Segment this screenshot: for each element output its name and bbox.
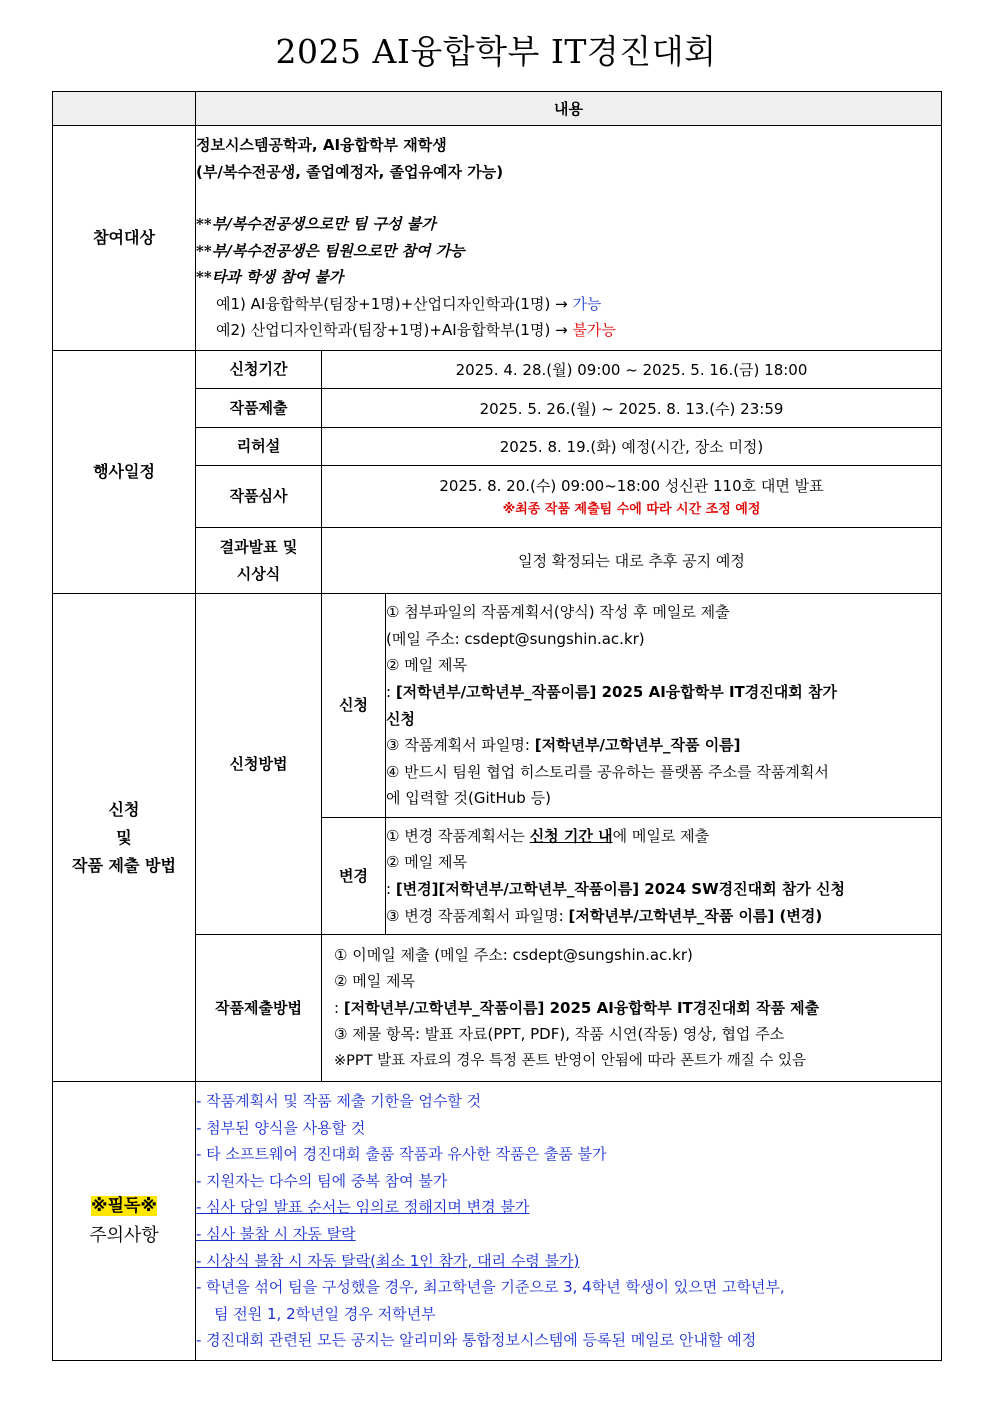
header-content-label: 내용 [196,92,942,126]
caution-content [196,1082,942,1361]
apply-line2: (메일 주소: csdept@sungshin.ac.kr) [386,629,645,648]
submit-content [322,935,942,1082]
caution-item: - 타 소프트웨어 경진대회 출품 작품과 유사한 작품은 출품 불가 [196,1145,607,1164]
caution-item: - 시상식 불참 시 자동 탈락(최소 1인 참가, 대리 수령 불가) [196,1251,580,1270]
apply-email-subject: [저학년부/고학년부_작품이름] 2025 AI융합학부 IT경진대회 참가 [395,682,837,701]
schedule-row-label: 작품제출 [196,389,322,428]
change-line1 [386,823,941,850]
schedule-row-label: 작품심사 [196,466,322,528]
apply-filename: [저학년부/고학년부_작품 이름] [534,736,741,755]
judging-note: ※최종 작품 제출팀 수에 따라 시간 조정 예정 [502,501,761,517]
submit-line1: ① 이메일 제출 (메일 주소: csdept@sungshin.ac.kr) [334,945,693,964]
change-filename: [저학년부/고학년부_작품 이름] (변경) [568,906,823,925]
method-label-line2: 및 [116,827,132,847]
apply-method-label: 신청방법 [196,594,322,935]
change-line4 [386,903,941,930]
caution-label-cell [53,1082,196,1361]
must-read-badge: ※필독※ [91,1196,157,1216]
apply-sublabel: 신청 [322,594,386,818]
eligibility-line1: 정보시스템공학과, AI융합학부 재학생 [196,135,447,154]
change-line2: ② 메일 제목 [386,853,467,872]
submit-line5: ※PPT 발표 자료의 경우 특정 폰트 반영이 안됨에 따라 폰트가 깨질 수 있음 [334,1052,806,1069]
submit-line3-prefix: : [334,998,344,1017]
method-label-cell [53,594,196,1082]
apply-line3: ② 메일 제목 [386,656,467,675]
apply-line7: ④ 반드시 팀원 협업 히스토리를 공유하는 플랫폼 주소를 작품계획서 [386,762,829,781]
caution-item: - 심사 당일 발표 순서는 임의로 정해지며 변경 불가 [196,1198,530,1217]
submit-line4: ③ 제물 항목: 발표 자료(PPT, PDF), 작품 시연(작동) 영상, 협업 주소 [334,1025,785,1044]
schedule-row-value-cell [322,466,942,528]
eligibility-label: 참여대상 [53,126,196,351]
apply-line6 [386,732,927,759]
change-line4-prefix: ③ 변경 작품계획서 파일명: [386,906,569,925]
caution-item: - 학년을 섞어 팀을 구성했을 경우, 최고학년을 기준으로 3, 4학년 학생이 있으면 고학년부, [196,1278,785,1297]
apply-content [386,594,942,818]
eligibility-content [196,126,942,351]
schedule-row-apply-period [53,351,942,389]
table-header-row [53,92,942,126]
caution-item-continued: 팀 전원 1, 2학년일 경우 저학년부 [214,1304,436,1323]
submit-line2: ② 메일 제목 [334,972,415,991]
apply-line8: 에 입력할 것(GitHub 등) [386,789,551,808]
example1-text: 예1) AI융합학부(팀장+1명)+산업디자인학과(1명) → [216,294,573,313]
document-title: 2025 AI융합학부 IT경진대회 [275,32,717,71]
schedule-row-value: 2025. 4. 28.(월) 09:00 ~ 2025. 5. 16.(금) 18:00 [322,351,942,389]
caution-item: - 지원자는 다수의 팀에 중복 참여 불가 [196,1171,448,1190]
change-content [386,818,942,935]
awards-label-line1: 결과발표 및 [219,537,298,556]
submit-email-subject: [저학년부/고학년부_작품이름] 2025 AI융합학부 IT경진대회 작품 제출 [343,998,820,1017]
apply-line5: 신청 [386,709,415,728]
change-line1-suffix: 에 메일로 제출 [612,826,710,845]
example2-text: 예2) 산업디자인학과(팀장+1명)+AI융합학부(1명) → [216,321,573,340]
change-email-subject: [변경][저학년부/고학년부_작품이름] 2024 SW경진대회 참가 신청 [395,880,845,898]
eligibility-line2: (부/복수전공생, 졸업예정자, 졸업유예자 가능) [196,162,504,181]
method-label-line1: 신청 [108,799,140,819]
schedule-row-label: 신청기간 [196,351,322,389]
change-line3 [386,876,941,903]
eligibility-note3: **타과 학생 참여 불가 [196,268,344,287]
example1-result: 가능 [572,294,602,313]
apply-line4 [386,679,927,706]
caution-item: - 첨부된 양식을 사용할 것 [196,1118,366,1137]
submit-line3 [334,995,933,1022]
caution-label: 주의사항 [89,1225,159,1246]
schedule-row-value: 2025. 8. 19.(화) 예정(시간, 장소 미정) [322,428,942,466]
apply-line4-prefix: : [386,682,396,701]
change-sublabel: 변경 [322,818,386,935]
caution-item: - 작품계획서 및 작품 제출 기한을 엄수할 것 [196,1092,482,1111]
example2-result: 불가능 [572,321,616,340]
schedule-row-value: 일정 확정되는 대로 추후 공지 예정 [322,528,942,594]
change-period-underline: 신청 기간 내 [529,826,613,845]
schedule-label: 행사일정 [53,351,196,594]
apply-line1: ① 첨부파일의 작품계획서(양식) 작성 후 메일로 제출 [386,603,730,622]
eligibility-note2: **부/복수전공생은 팀원으로만 참여 가능 [196,241,465,260]
header-empty-cell [53,92,196,126]
schedule-row-value: 2025. 5. 26.(월) ~ 2025. 8. 13.(수) 23:59 [322,389,942,428]
schedule-row-value: 2025. 8. 20.(수) 09:00~18:00 성신관 110호 대면 발표 [439,476,824,495]
caution-item: - 심사 불참 시 자동 탈락 [196,1225,356,1243]
change-line1-prefix: ① 변경 작품계획서는 [386,826,530,845]
caution-row [53,1082,942,1361]
apply-line6-prefix: ③ 작품계획서 파일명: [386,736,535,755]
schedule-row-label: 리허설 [196,428,322,466]
eligibility-example1 [196,291,941,318]
method-label-line3: 작품 제출 방법 [72,855,176,875]
schedule-row-label-cell [196,528,322,594]
eligibility-example2 [196,317,941,344]
eligibility-note1: **부/복수전공생으로만 팀 구성 불가 [196,215,436,234]
change-line3-prefix: : [386,880,396,898]
caution-item: - 경진대회 관련된 모든 공지는 알리미와 통합정보시스템에 등록된 메일로 안내할 예정 [196,1331,757,1350]
contest-info-table [52,91,942,1361]
awards-label-line2: 시상식 [236,564,281,583]
method-apply-row [53,594,942,818]
eligibility-row [53,126,942,351]
submit-method-label: 작품제출방법 [196,935,322,1082]
